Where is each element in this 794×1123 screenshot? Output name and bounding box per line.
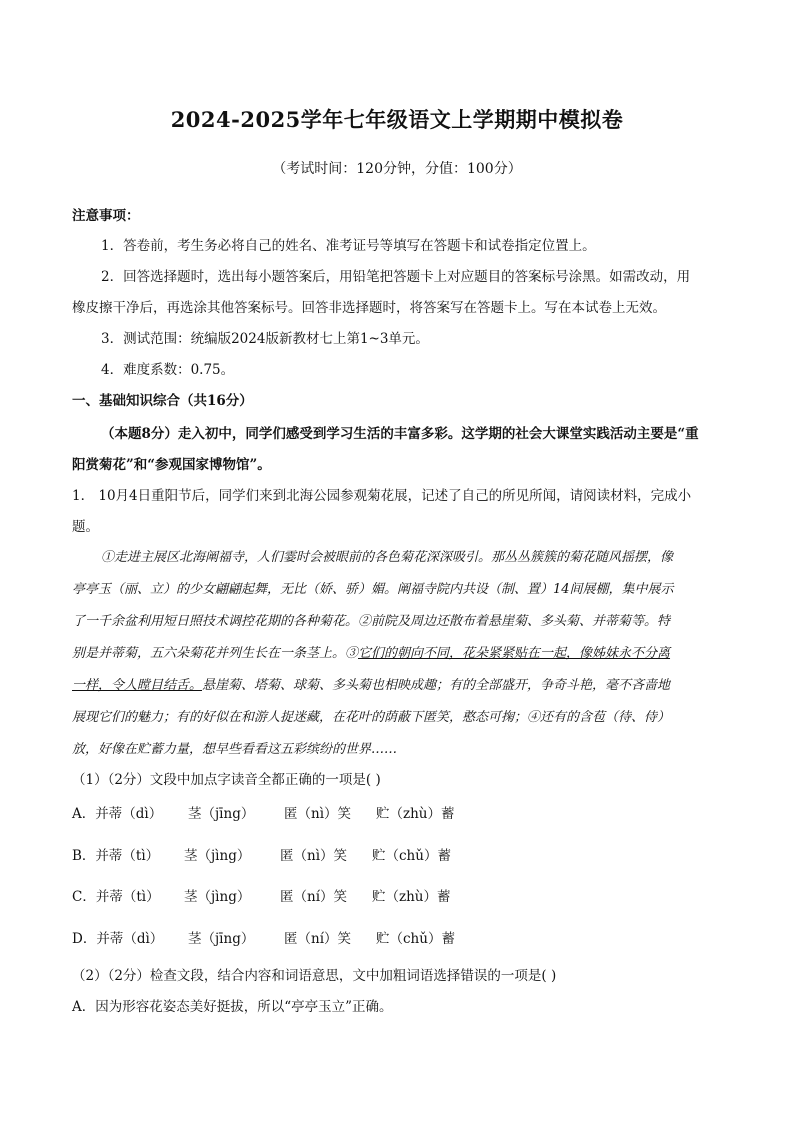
option-part: 匿（ní）笑 bbox=[284, 931, 352, 947]
option-part: 匿（nì）笑 bbox=[284, 806, 352, 822]
option-part: B．并蒂（tì） bbox=[72, 848, 160, 864]
underlined-sentence: 它们的朝向不同，花朵紧紧贴在一起，像姊妹永不分离 bbox=[358, 646, 671, 661]
option-c[interactable] bbox=[72, 887, 451, 907]
passage-line bbox=[72, 644, 670, 664]
option-part: 茎（jīng） bbox=[188, 806, 255, 822]
exam-subtitle: （考试时间：120分钟，分值：100分） bbox=[272, 161, 522, 177]
passage-line: ①走进主展区北海阐福寺，人们霎时会被眼前的各色菊花深深吸引。那丛丛簇簇的菊花随风摇摆，像 bbox=[101, 550, 674, 565]
passage-line: 放，好像在贮蓄力量，想早些看看这五彩缤纷的世界…… bbox=[72, 742, 398, 757]
option-part: A．并蒂（dì） bbox=[72, 806, 163, 822]
option-d[interactable] bbox=[72, 929, 455, 949]
exam-title: 2024-2025学年七年级语文上学期期中模拟卷 bbox=[170, 107, 624, 132]
notice-item-continued: 橡皮擦干净后，再选涂其他答案标号。回答非选择题时，将答案写在答题卡上。写在本试卷上无效。 bbox=[72, 300, 666, 316]
option-part: C．并蒂（tì） bbox=[72, 889, 160, 905]
notice-item: 3．测试范围：统编版2024版新教材七上第1~3单元。 bbox=[101, 331, 429, 347]
option-part: D．并蒂（dì） bbox=[72, 931, 164, 947]
notice-item: 2．回答选择题时，选出每小题答案后，用铅笔把答题卡上对应题目的答案标号涂黑。如需改动，用 bbox=[101, 269, 691, 285]
option-a[interactable]: A．因为形容花姿态美好挺拔，所以“亭亭玉立”正确。 bbox=[72, 999, 393, 1015]
option-part: 贮（chǔ）蓄 bbox=[376, 931, 455, 947]
option-part: 茎（jìng） bbox=[184, 848, 251, 864]
question-1-stem-continued: 题。 bbox=[72, 519, 99, 535]
passage-text: 别是并蒂菊，五六朵菊花并列生长在一条茎上。③ bbox=[72, 646, 359, 661]
section-heading: 一、基础知识综合（共16分） bbox=[72, 393, 253, 409]
notice-item: 4．难度系数：0.75。 bbox=[101, 362, 235, 378]
option-part: 贮（zhù）蓄 bbox=[376, 806, 455, 822]
passage-line: 了一千余盆利用短日照技术调控花期的各种菊花。②前院及周边还散布着悬崖菊、多头菊、并蒂菊等。特 bbox=[72, 614, 671, 629]
passage-line: 展现它们的魅力；有的好似在和游人捉迷藏，在花叶的荫蔽下匿笑，憨态可掬；④还有的含苞（待、侍） bbox=[72, 710, 671, 725]
option-part: 匿（nì）笑 bbox=[280, 848, 348, 864]
subquestion-1-stem: （1）（2分）文段中加点字读音全都正确的一项是( ) bbox=[72, 772, 381, 788]
option-a[interactable] bbox=[72, 804, 455, 824]
question-1-stem: 1． 10月4日重阳节后，同学们来到北海公园参观菊花展，记述了自己的所见所闻，请阅读材料，完成小 bbox=[72, 488, 692, 504]
option-part: 贮（chǔ）蓄 bbox=[372, 848, 451, 864]
option-b[interactable] bbox=[72, 846, 451, 866]
option-part: 茎（jīng） bbox=[188, 931, 255, 947]
passage-text: 悬崖菊、塔菊、球菊、多头菊也相映成趣；有的全部盛开，争奇斗艳，毫不吝啬地 bbox=[202, 678, 671, 693]
subquestion-2-stem: （2）（2分）检查文段，结合内容和词语意思，文中加粗词语选择错误的一项是( ) bbox=[72, 968, 557, 984]
underlined-sentence: 一样，令人瞠目结舌。 bbox=[72, 678, 203, 693]
option-part: 匿（ní）笑 bbox=[280, 889, 348, 905]
section-intro-continued: 阳赏菊花”和“参观国家博物馆”。 bbox=[72, 457, 271, 473]
option-part: 茎（jìng） bbox=[184, 889, 251, 905]
passage-line: 亭亭玉（丽、立）的少女翩翩起舞，无比（娇、骄）媚。阐福寺院内共设（制、置）14间展棚，集中展示 bbox=[72, 582, 674, 597]
passage-line bbox=[72, 676, 670, 696]
notice-heading: 注意事项： bbox=[72, 208, 140, 224]
section-intro: （本题8分）走入初中，同学们感受到学习生活的丰富多彩。这学期的社会大课堂实践活动主要是“重 bbox=[101, 426, 699, 442]
notice-item: 1．答卷前，考生务必将自己的姓名、准考证号等填写在答题卡和试卷指定位置上。 bbox=[101, 238, 596, 254]
option-part: 贮（zhù）蓄 bbox=[372, 889, 451, 905]
